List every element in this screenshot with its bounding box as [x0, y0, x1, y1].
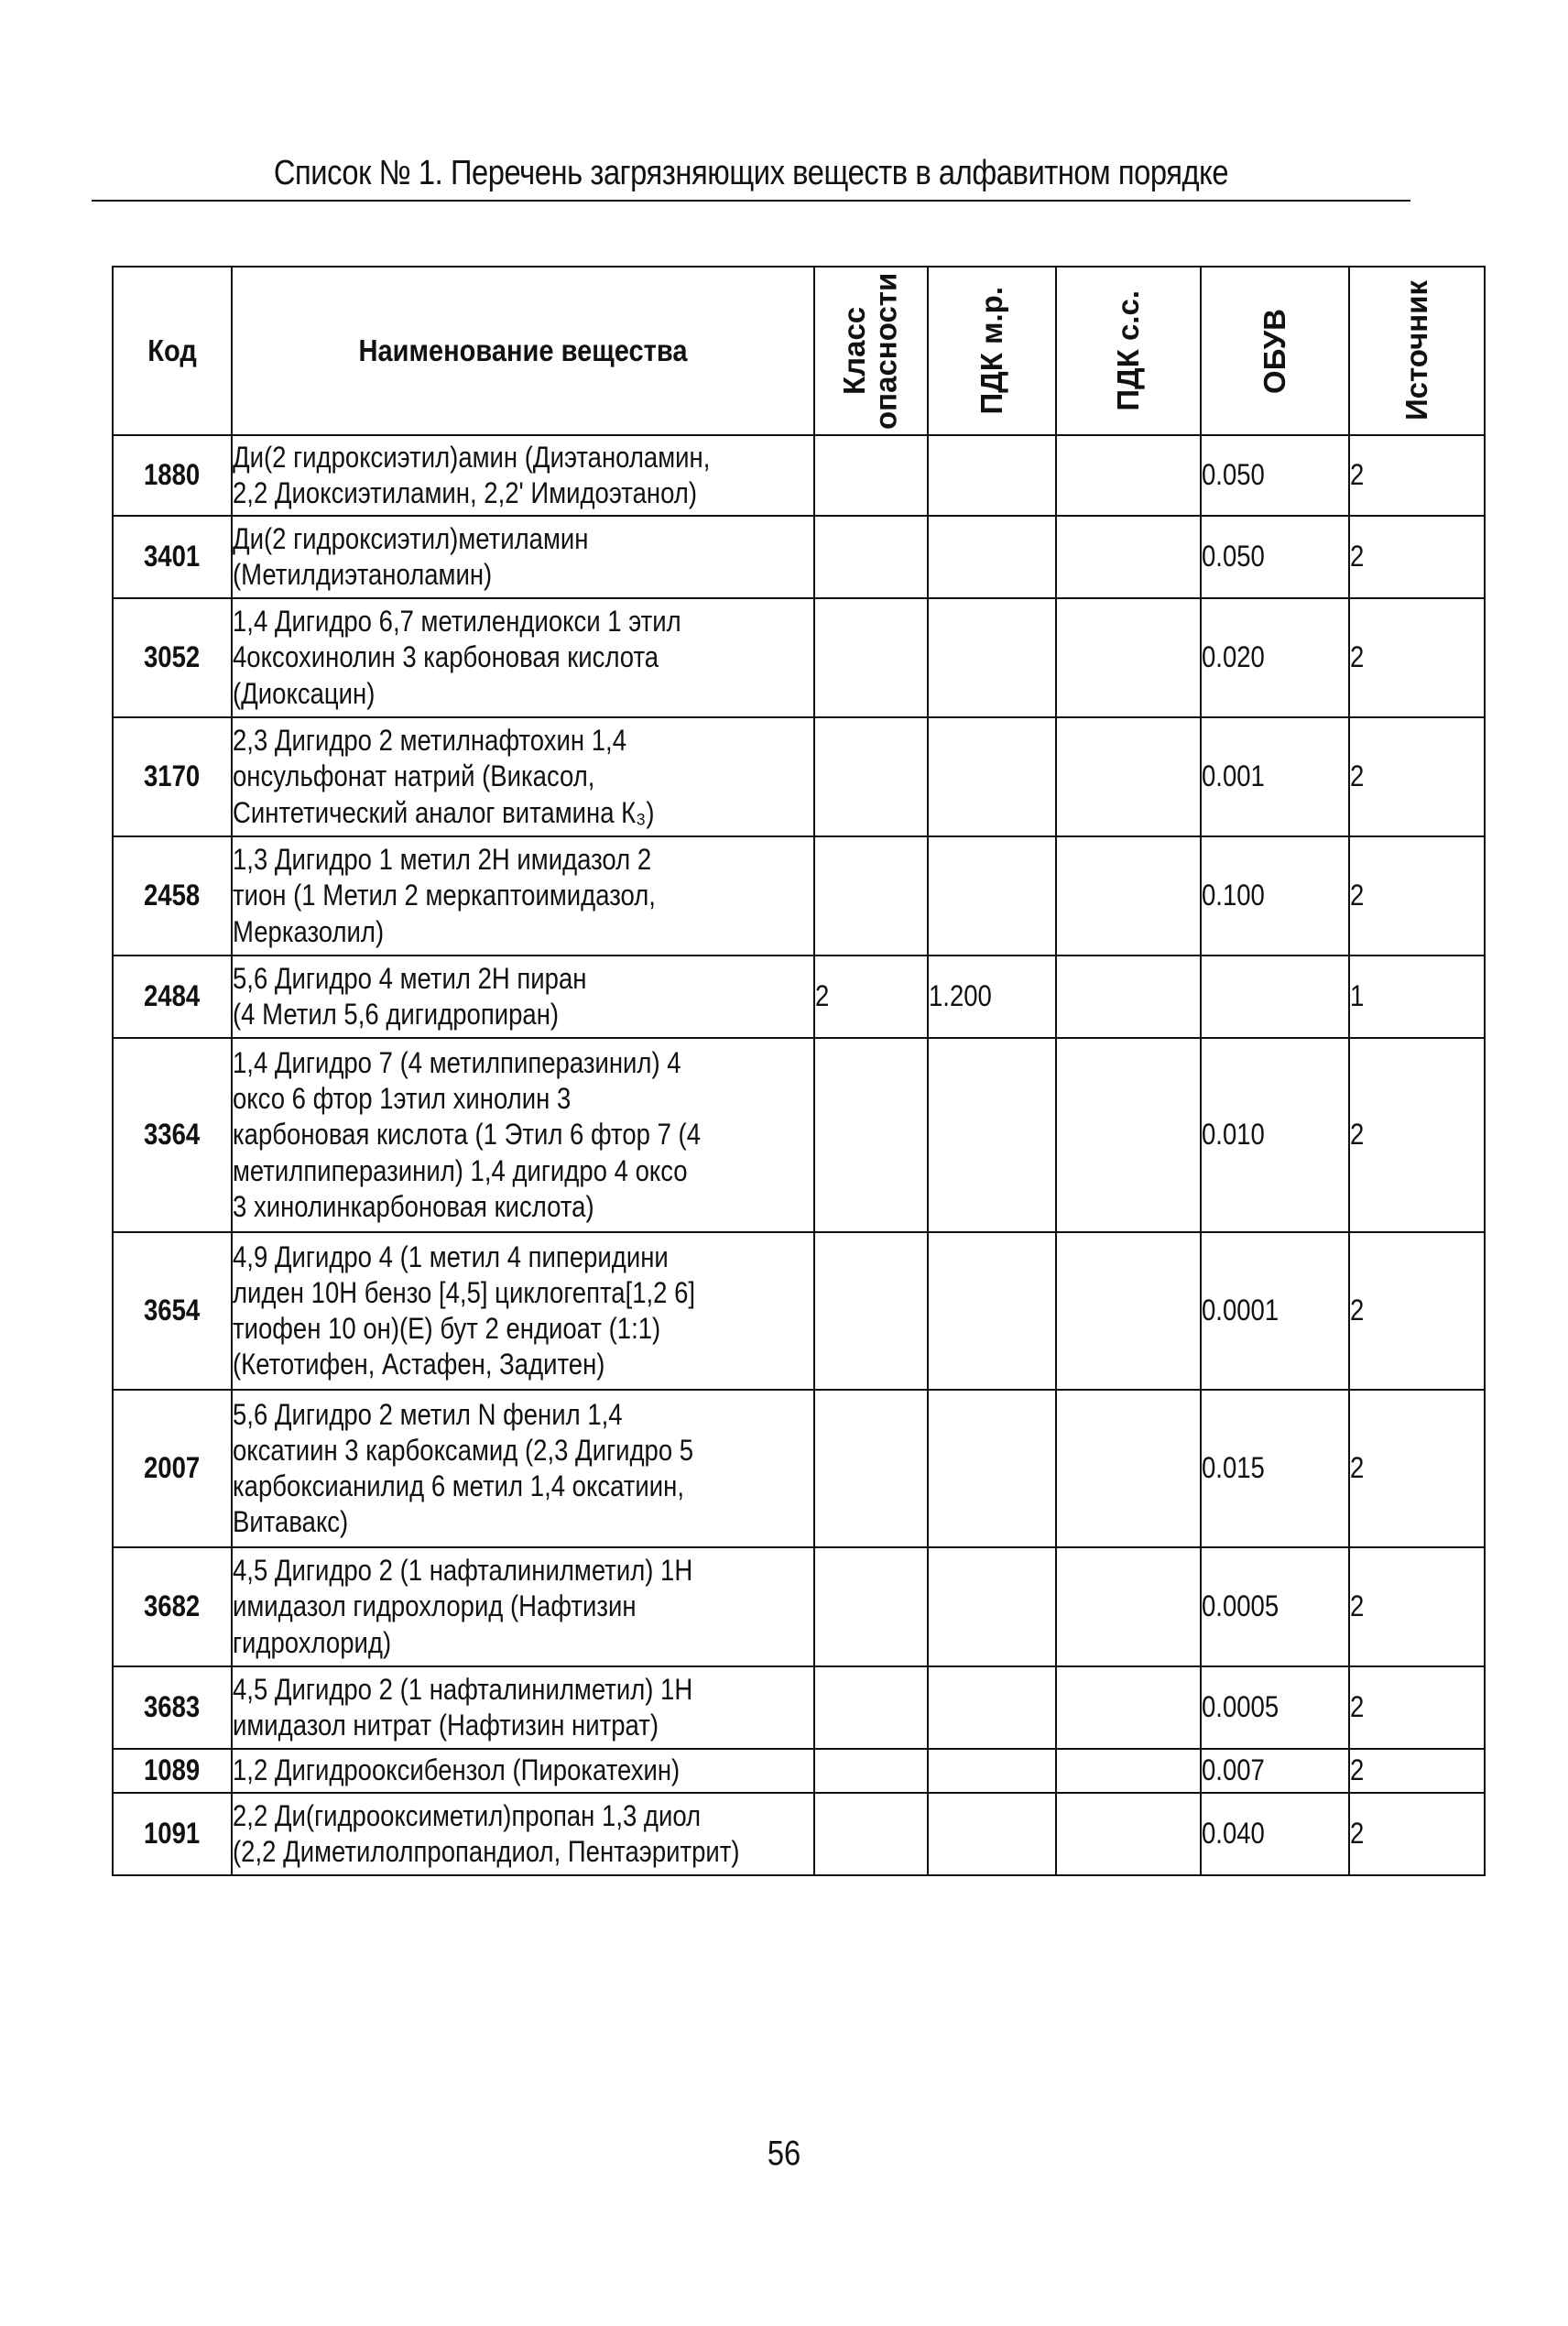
cell-code: 1089 — [113, 1749, 232, 1793]
cell-obuv: 0.015 — [1201, 1390, 1349, 1547]
cell-obuv: 0.020 — [1201, 598, 1349, 717]
table-row — [113, 1232, 1485, 1390]
cell-name: 1,3 Дигидро 1 метил 2Н имидазол 2 тион (1 Метил 2 меркаптоимидазол, Мерказолил) — [232, 836, 814, 956]
table-row — [113, 516, 1485, 598]
table-row — [113, 717, 1485, 836]
cell-name: 5,6 Дигидро 2 метил N фенил 1,4 оксатиин 3 карбоксамид (2,3 Дигидро 5 карбоксианилид 6 метил 1,4 оксатиин, Витавакс) — [232, 1390, 814, 1547]
cell-pdk-mr — [928, 1793, 1056, 1875]
cell-code: 3654 — [113, 1232, 232, 1390]
cell-name: Ди(2 гидроксиэтил)метиламин (Метилдиэтаноламин) — [232, 516, 814, 598]
cell-pdk-mr — [928, 598, 1056, 717]
cell-pdk-mr — [928, 1232, 1056, 1390]
table-row — [113, 1390, 1485, 1547]
cell-obuv: 0.007 — [1201, 1749, 1349, 1793]
cell-hazard-class — [814, 598, 928, 717]
cell-obuv: 0.100 — [1201, 836, 1349, 956]
cell-source: 1 — [1349, 956, 1485, 1038]
cell-pdk-ss — [1056, 1390, 1201, 1547]
cell-pdk-mr — [928, 717, 1056, 836]
cell-code: 3364 — [113, 1038, 232, 1232]
cell-hazard-class — [814, 717, 928, 836]
header-name: Наименование вещества — [232, 267, 814, 435]
table-row — [113, 1749, 1485, 1793]
cell-pdk-mr — [928, 516, 1056, 598]
cell-obuv: 0.050 — [1201, 516, 1349, 598]
cell-pdk-mr — [928, 1390, 1056, 1547]
cell-pdk-ss — [1056, 1547, 1201, 1666]
cell-code: 1880 — [113, 435, 232, 516]
cell-pdk-mr — [928, 1666, 1056, 1749]
cell-code: 1091 — [113, 1793, 232, 1875]
cell-hazard-class — [814, 1793, 928, 1875]
cell-code: 2484 — [113, 956, 232, 1038]
cell-name: 2,3 Дигидро 2 метилнафтохин 1,4 онсульфонат натрий (Викасол, Синтетический аналог витамина К₃) — [232, 717, 814, 836]
cell-obuv — [1201, 956, 1349, 1038]
cell-obuv: 0.0005 — [1201, 1666, 1349, 1749]
cell-source: 2 — [1349, 1038, 1485, 1232]
cell-name: 4,5 Дигидро 2 (1 нафталинилметил) 1Н имидазол нитрат (Нафтизин нитрат) — [232, 1666, 814, 1749]
cell-code: 3052 — [113, 598, 232, 717]
cell-source: 2 — [1349, 836, 1485, 956]
cell-pdk-ss — [1056, 956, 1201, 1038]
cell-pdk-ss — [1056, 1038, 1201, 1232]
cell-obuv: 0.0005 — [1201, 1547, 1349, 1666]
table-body — [113, 435, 1485, 1875]
cell-name: 4,5 Дигидро 2 (1 нафталинилметил) 1Н имидазол гидрохлорид (Нафтизин гидрохлорид) — [232, 1547, 814, 1666]
pollutants-table — [112, 266, 1486, 1876]
cell-pdk-mr — [928, 1547, 1056, 1666]
cell-pdk-ss — [1056, 516, 1201, 598]
cell-obuv: 0.010 — [1201, 1038, 1349, 1232]
table-row — [113, 1547, 1485, 1666]
header-obuv: ОБУВ — [1201, 267, 1349, 435]
table-row — [113, 836, 1485, 956]
cell-name: 1,4 Дигидро 6,7 метилендиокси 1 этил 4оксохинолин 3 карбоновая кислота (Диоксацин) — [232, 598, 814, 717]
header-pdk-ss: ПДК с.с. — [1056, 267, 1201, 435]
cell-code: 3401 — [113, 516, 232, 598]
cell-pdk-ss — [1056, 1793, 1201, 1875]
cell-name: 1,4 Дигидро 7 (4 метилпиперазинил) 4 оксо 6 фтор 1этил хинолин 3 карбоновая кислота (1 Этил 6 фтор 7 (4 метилпиперазинил) 1,4 дигидро 4 оксо 3 хинолинкарбоновая кислота) — [232, 1038, 814, 1232]
table-header-row — [113, 267, 1485, 435]
cell-pdk-mr: 1.200 — [928, 956, 1056, 1038]
page-title: Список № 1. Перечень загрязняющих веществ в алфавитном порядке — [273, 154, 1229, 192]
cell-pdk-ss — [1056, 1749, 1201, 1793]
cell-pdk-mr — [928, 1749, 1056, 1793]
cell-pdk-ss — [1056, 1232, 1201, 1390]
table-row — [113, 1666, 1485, 1749]
cell-hazard-class — [814, 516, 928, 598]
cell-source: 2 — [1349, 598, 1485, 717]
table-row — [113, 1793, 1485, 1875]
cell-code: 2007 — [113, 1390, 232, 1547]
cell-source: 2 — [1349, 1390, 1485, 1547]
table-row — [113, 956, 1485, 1038]
cell-hazard-class — [814, 1547, 928, 1666]
cell-name: 2,2 Ди(гидрооксиметил)пропан 1,3 диол (2,2 Диметилолпропандиол, Пентаэритрит) — [232, 1793, 814, 1875]
cell-code: 2458 — [113, 836, 232, 956]
cell-code: 3170 — [113, 717, 232, 836]
cell-source: 2 — [1349, 516, 1485, 598]
table-row — [113, 435, 1485, 516]
cell-source: 2 — [1349, 1666, 1485, 1749]
cell-hazard-class: 2 — [814, 956, 928, 1038]
header-pdk-mr: ПДК м.р. — [928, 267, 1056, 435]
cell-hazard-class — [814, 1749, 928, 1793]
cell-obuv: 0.040 — [1201, 1793, 1349, 1875]
cell-pdk-ss — [1056, 435, 1201, 516]
page-number: 56 — [767, 2135, 801, 2173]
cell-source: 2 — [1349, 717, 1485, 836]
table-row — [113, 1038, 1485, 1232]
header-hazard-class: Класс опасности — [814, 267, 928, 435]
cell-source: 2 — [1349, 435, 1485, 516]
header-code: Код — [113, 267, 232, 435]
cell-hazard-class — [814, 1038, 928, 1232]
cell-code: 3682 — [113, 1547, 232, 1666]
cell-obuv: 0.001 — [1201, 717, 1349, 836]
cell-pdk-mr — [928, 435, 1056, 516]
cell-pdk-ss — [1056, 1666, 1201, 1749]
cell-source: 2 — [1349, 1547, 1485, 1666]
cell-source: 2 — [1349, 1749, 1485, 1793]
cell-obuv: 0.050 — [1201, 435, 1349, 516]
cell-source: 2 — [1349, 1232, 1485, 1390]
cell-hazard-class — [814, 1390, 928, 1547]
cell-hazard-class — [814, 435, 928, 516]
cell-source: 2 — [1349, 1793, 1485, 1875]
cell-pdk-mr — [928, 1038, 1056, 1232]
cell-name: 5,6 Дигидро 4 метил 2Н пиран (4 Метил 5,6 дигидропиран) — [232, 956, 814, 1038]
cell-name: Ди(2 гидроксиэтил)амин (Диэтаноламин, 2,2 Диоксиэтиламин, 2,2' Имидоэтанол) — [232, 435, 814, 516]
cell-obuv: 0.0001 — [1201, 1232, 1349, 1390]
title-divider — [92, 200, 1410, 202]
cell-hazard-class — [814, 1666, 928, 1749]
cell-hazard-class — [814, 836, 928, 956]
cell-pdk-ss — [1056, 598, 1201, 717]
cell-pdk-ss — [1056, 836, 1201, 956]
cell-name: 1,2 Дигидрооксибензол (Пирокатехин) — [232, 1749, 814, 1793]
cell-code: 3683 — [113, 1666, 232, 1749]
cell-name: 4,9 Дигидро 4 (1 метил 4 пиперидини лиден 10Н бензо [4,5] циклогепта[1,2 6] тиофен 10 он)(Е) бут 2 ендиоат (1:1) (Кетотифен, Астафен, Задитен) — [232, 1232, 814, 1390]
cell-pdk-ss — [1056, 717, 1201, 836]
table-row — [113, 598, 1485, 717]
header-source: Источник — [1349, 267, 1485, 435]
cell-hazard-class — [814, 1232, 928, 1390]
cell-pdk-mr — [928, 836, 1056, 956]
